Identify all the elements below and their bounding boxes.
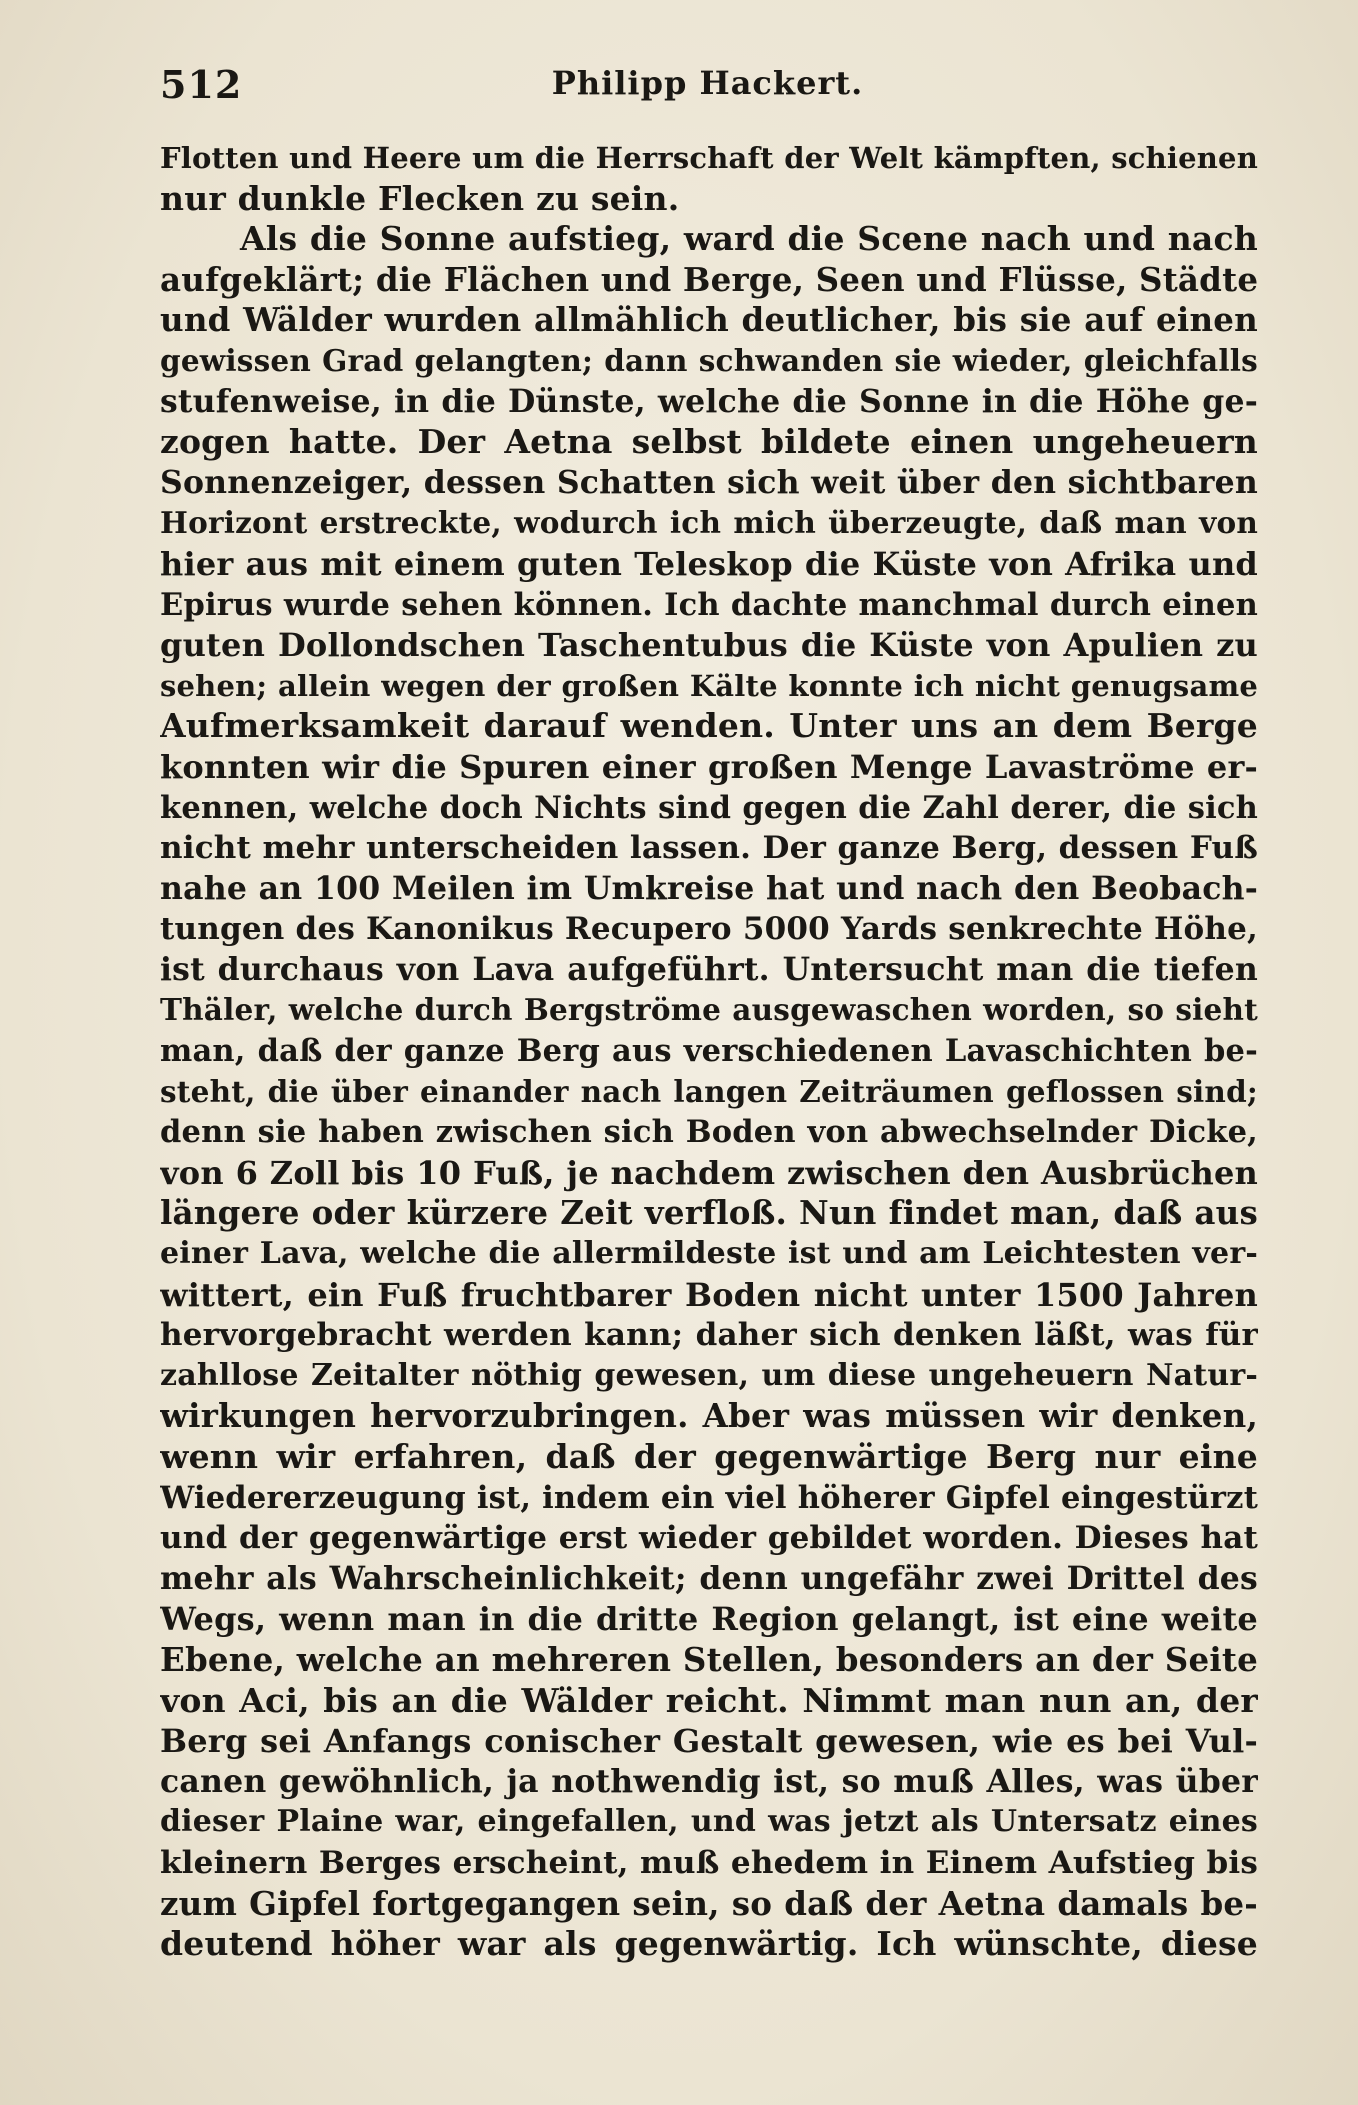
text-line: hervorgebracht werden kann; daher sich denken läßt, was für: [160, 1317, 1258, 1354]
body-text: [160, 138, 1258, 1965]
text-line: zahllose Zeitalter nöthig gewesen, um diese ungeheuern Natur-: [160, 1357, 1258, 1393]
page-header: [160, 62, 1255, 112]
text-line: wittert, ein Fuß fruchtbarer Boden nicht unter 1500 Jahren: [160, 1275, 1258, 1314]
text-line: Flotten und Heere um die Herrschaft der Welt kämpften, schienen: [160, 141, 1258, 175]
text-line: längere oder kürzere Zeit verfloß. Nun findet man, daß aus: [160, 1193, 1258, 1233]
text-line: und Wälder wurden allmählich deutlicher, bis sie auf einen: [160, 300, 1258, 340]
text-line: hier aus mit einem guten Teleskop die Küste von Afrika und: [160, 544, 1258, 583]
text-line: zogen hatte. Der Aetna selbst bildete einen ungeheuern: [160, 422, 1258, 462]
text-line: Thäler, welche durch Bergströme ausgewaschen worden, so sieht: [160, 992, 1258, 1028]
text-line: kennen, welche doch Nichts sind gegen die Zahl derer, die sich: [160, 789, 1258, 826]
text-line: Epirus wurde sehen können. Ich dachte manchmal durch einen: [160, 586, 1258, 623]
text-line: Als die Sonne aufstieg, ward die Scene nach und nach: [240, 219, 1258, 259]
text-line: tungen des Kanonikus Recupero 5000 Yards senkrechte Höhe,: [160, 911, 1258, 948]
text-line: steht, die über einander nach langen Zeiträumen geflossen sind;: [160, 1073, 1258, 1109]
text-line: wenn wir erfahren, daß der gegenwärtige Berg nur eine: [160, 1437, 1258, 1476]
text-line: Berg sei Anfangs conischer Gestalt gewesen, wie es bei Vul-: [160, 1722, 1258, 1761]
text-line: denn sie haben zwischen sich Boden von abwechselnder Dicke,: [160, 1114, 1258, 1151]
text-line: aufgeklärt; die Flächen und Berge, Seen und Flüsse, Städte: [160, 259, 1258, 299]
text-line: Horizont erstreckte, wodurch ich mich überzeugte, daß man von: [160, 505, 1258, 541]
text-line: stufenweise, in die Dünste, welche die Sonne in die Höhe ge-: [160, 382, 1258, 420]
text-line: von Aci, bis an die Wälder reicht. Nimmt man nun an, der: [160, 1680, 1258, 1720]
text-line: einer Lava, welche die allermildeste ist und am Leichtesten ver-: [160, 1236, 1258, 1272]
text-line: deutend höher war als gegenwärtig. Ich wünschte, diese: [160, 1924, 1258, 1964]
text-line: mehr als Wahrscheinlichkeit; denn ungefähr zwei Drittel des: [160, 1559, 1258, 1597]
text-line: zum Gipfel fortgegangen sein, so daß der Aetna damals be-: [160, 1883, 1258, 1923]
text-line: sehen; allein wegen der großen Kälte konnte ich nicht genugsame: [160, 668, 1258, 703]
text-line: dieser Plaine war, eingefallen, und was jetzt als Untersatz eines: [160, 1804, 1258, 1840]
text-line: canen gewöhnlich, ja nothwendig ist, so muß Alles, was über: [160, 1762, 1258, 1800]
running-head: Philipp Hackert.: [551, 64, 864, 102]
text-line: Wiedererzeugung ist, indem ein viel höherer Gipfel eingestürzt: [160, 1479, 1258, 1516]
text-line: man, daß der ganze Berg aus verschiedenen Lavaschichten be-: [160, 1033, 1258, 1070]
text-line: nur dunkle Flecken zu sein.: [160, 178, 680, 218]
text-line: Ebene, welche an mehreren Stellen, besonders an der Seite: [160, 1639, 1258, 1679]
text-line: nahe an 100 Meilen im Umkreise hat und nach den Beobach-: [160, 869, 1258, 907]
text-line: konnten wir die Spuren einer großen Menge Lavaströme er-: [160, 747, 1258, 786]
text-line: Sonnenzeiger, dessen Schatten sich weit über den sichtbaren: [160, 463, 1258, 501]
page-number: 512: [160, 62, 243, 107]
text-line: Aufmerksamkeit darauf wenden. Unter uns an dem Berge: [160, 706, 1258, 746]
text-line: nicht mehr unterscheiden lassen. Der ganze Berg, dessen Fuß: [160, 830, 1258, 867]
text-line: gewissen Grad gelangten; dann schwanden sie wieder, gleichfalls: [160, 342, 1258, 378]
text-line: und der gegenwärtige erst wieder gebildet worden. Dieses hat: [160, 1520, 1258, 1557]
text-line: guten Dollondschen Taschentubus die Küste von Apulien zu: [160, 626, 1258, 665]
text-line: von 6 Zoll bis 10 Fuß, je nachdem zwischen den Ausbrüchen: [160, 1153, 1258, 1192]
text-line: Wegs, wenn man in die dritte Region gelangt, ist eine weite: [160, 1600, 1258, 1639]
text-line: kleinern Berges erscheint, muß ehedem in Einem Aufstieg bis: [160, 1844, 1258, 1881]
text-line: wirkungen hervorzubringen. Aber was müssen wir denken,: [160, 1396, 1258, 1436]
text-line: ist durchaus von Lava aufgeführt. Untersucht man die tiefen: [160, 950, 1258, 988]
